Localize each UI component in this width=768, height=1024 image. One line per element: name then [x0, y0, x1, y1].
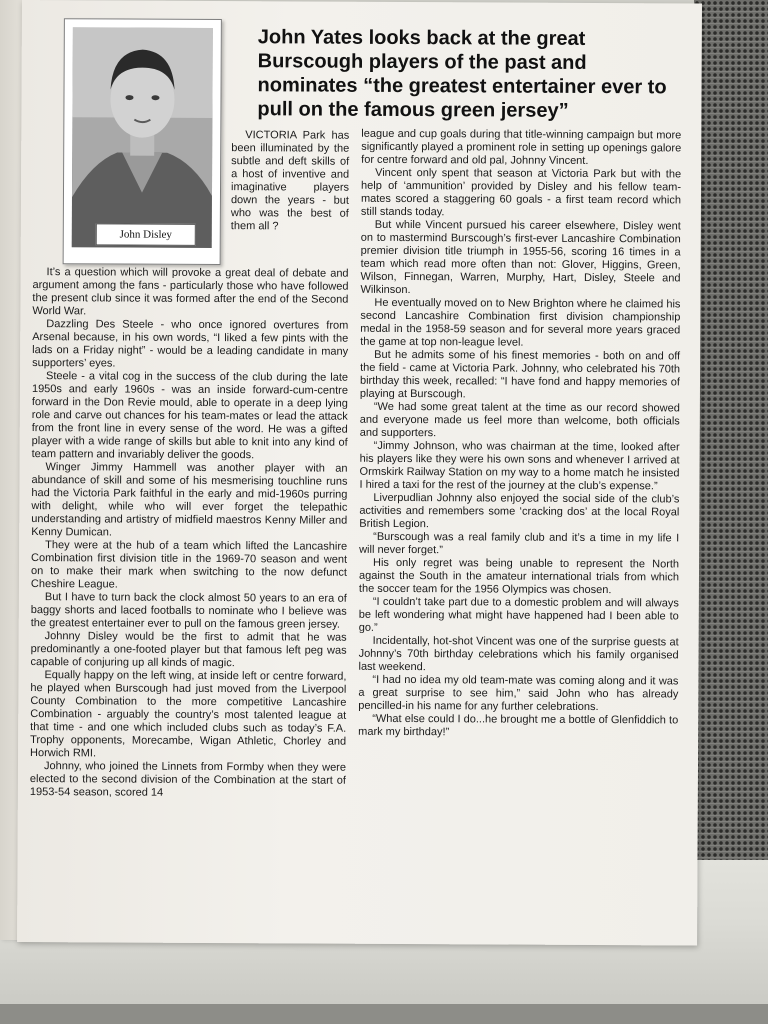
column2-paragraph: But he admits some of his finest memories - both on and off the field - came at Victoria Park. Johnny, who celebrated his 70th birthday this week, recalled: “I have fond and happy memories of playing at Burscough.: [359, 348, 681, 401]
column1-paragraph: They were at the hub of a team which lifted the Lancashire Combination first division title in the 1969-70 season and went on to make their mark when switching to the now defunct Cheshire League.: [30, 539, 348, 591]
photo-caption: John Disley: [96, 223, 196, 246]
column1-paragraph: But I have to turn back the clock almost 50 years to an era of baggy shorts and laced footballs to nominate who I believe was the greatest entertainer ever to pull on the famous green jersey.: [30, 591, 347, 631]
column2-paragraph: His only regret was being unable to represent the North against the South in the amateur international trials from which the soccer team for the 1956 Olympics was chosen.: [358, 556, 680, 597]
article-column-2: [358, 128, 681, 741]
player-photo-frame: [63, 18, 222, 265]
column2-paragraph: Liverpudlian Johnny also enjoyed the social side of the club’s activities and remembers some ‘cracking dos’ at the local Royal British Legion.: [359, 491, 680, 531]
article-headline: [257, 25, 687, 123]
article-column-1: [30, 266, 349, 801]
column1-paragraph: It’s a question which will provoke a great deal of debate and argument among the fans - particularly those who have followed the present club since it was formed after the end of the Second World War.: [32, 266, 349, 318]
column2-paragraph: “I couldn’t take part due to a domestic problem and will always be left wondering what might have happened had I been able to go.”: [358, 595, 679, 634]
column1-paragraph: Winger Jimmy Hammell was another player with an abundance of skill and some of his mesmerising touchline runs had the Victoria Park faithful in the early and mid-1960s purring with delight, while who will ever forget the telepathic understanding and artistry of midfield maestros Kenny Miller and Kenny Dumican.: [31, 461, 348, 539]
column2-paragraph: He eventually moved on to New Brighton where he claimed his second Lancashire Combination first division championship medal in the 1958-59 season and for several more years graced the game at top non-league level.: [360, 296, 681, 349]
column1-paragraph: Equally happy on the left wing, at inside left or centre forward, he played when Burscough had just moved from the Liverpool County Combination to the more competitive Lancashire Combination - arguably the country’s most talented league at that time - and one which included clubs such as today’s F.A. Trophy opponents, Morecambe, Wigan Athletic, Chorley and Horwich RMI.: [30, 669, 347, 760]
column1-paragraph: Johnny, who joined the Linnets from Formby when they were elected to the second division of the Combination at the start of 1953-54 season, scored 14: [29, 760, 347, 799]
column2-paragraph: “Burscough was a real family club and it’s a time in my life I will never forget.”: [359, 530, 680, 557]
newspaper-page: [17, 0, 702, 946]
column2-paragraph: “I had no idea my old team-mate was coming along and it was a great surprise to see him,” said John who has already pencilled-in his name for any further celebrations.: [358, 673, 679, 714]
portrait-figure: [72, 27, 213, 248]
column1-paragraph: Dazzling Des Steele - who once ignored overtures from Arsenal because, in his own words, “I liked a few pints with the lads on a Friday night” - would be a leading candidate in many supporters’ eyes.: [32, 318, 349, 370]
column2-paragraph: Incidentally, hot-shot Vincent was one of the surprise guests at Johnny’s 70th birthday celebrations which his family organised last weekend.: [358, 634, 679, 674]
column2-paragraph: league and cup goals during that title-winning campaign but more significantly played a prominent role in setting up openings galore for centre forward and old pal, Johnny Vincent.: [361, 127, 682, 167]
column1-paragraph: Steele - a vital cog in the success of the club during the late 1950s and early 1960s - was an inside forward-cum-centre forward in the Don Revie mould, able to operate in a deep lying role and carve out chances for his team-mates or lead the attack from the front line in every sense of the word. He was a gifted player with a wide range of skills but able to knit into any kind of team pattern and invariably deliver the goods.: [31, 370, 349, 462]
column1-paragraph: Johnny Disley would be the first to admit that he was predominantly a one-footed player but that famous left peg was capable of conjuring up all kinds of magic.: [30, 630, 347, 670]
column2-paragraph: “We had some great talent at the time as our record showed and everyone made us feel more than welcome, both officials and supporters.: [359, 400, 680, 440]
intro-paragraph: VICTORIA Park has been illuminated by the subtle and deft skills of a host of inventive and imaginative players down the years - but who was the best of them all ?: [230, 129, 350, 233]
headline-text: looks back at the great Burscough players of the past and nominates “the greatest entertainer ever to pull on the famous green jersey”: [257, 26, 667, 122]
column2-paragraph: “Jimmy Johnson, who was chairman at the time, looked after his players like they were his own sons and whenever I arrived at Ormskirk Railway Station on my way to a home match he insisted I hired a taxi for the rest of the journey at the club’s expense.”: [359, 439, 680, 493]
speaker-grille: [694, 0, 768, 880]
column2-paragraph: But while Vincent pursued his career elsewhere, Disley went on to mastermind Burscough’s first-ever Lancashire Combination premier division title triumph in 1955-56, scoring 16 times in a team which read more often than not: Glover, Higgins, Green, Wilson, Finnegan, Warren, Murphy, Hart, Disley, Steele and Wilkinson.: [360, 218, 681, 297]
portrait-photo-icon: [72, 27, 213, 248]
headline-author: John Yates: [257, 26, 364, 49]
column2-paragraph: Vincent only spent that season at Victoria Park but with the help of ‘ammunition’ provided by Disley and his fellow team-mates scored a staggering 60 goals - a first team record which still stands today.: [360, 166, 682, 219]
bottom-rail: [0, 1004, 768, 1024]
column2-paragraph: “What else could I do...he brought me a bottle of Glenfiddich to mark my birthday!”: [358, 712, 679, 739]
